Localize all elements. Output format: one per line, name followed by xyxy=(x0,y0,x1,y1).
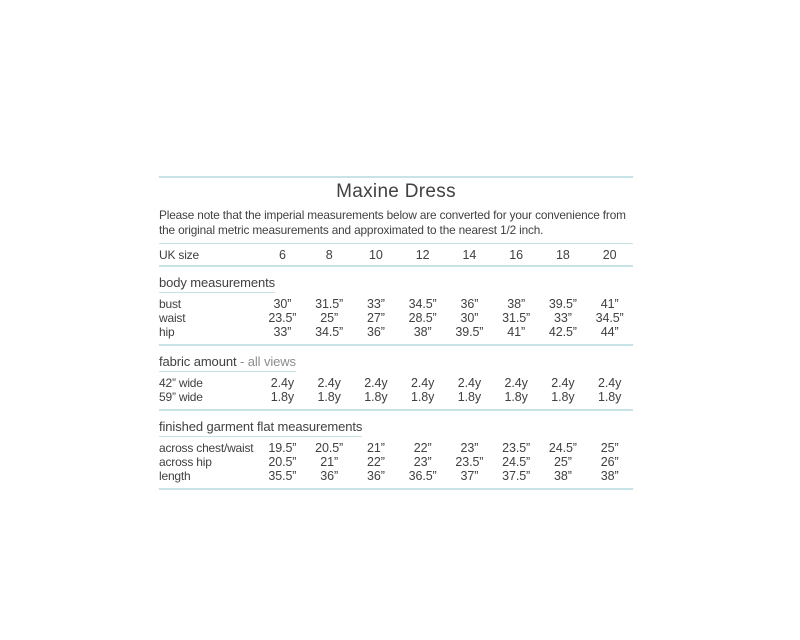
value-cell: 41” xyxy=(507,324,526,339)
value-cell: 39.5” xyxy=(548,296,577,311)
size-column-header: 10 xyxy=(369,247,383,262)
row-label: hip xyxy=(159,324,175,339)
row-label: across chest/waist xyxy=(159,440,254,455)
size-column-header: 16 xyxy=(509,247,523,262)
value-cell: 34.5” xyxy=(408,296,437,311)
value-cell: 2.4y xyxy=(317,375,341,390)
value-cell: 1.8y xyxy=(411,389,435,404)
value-cell: 37.5” xyxy=(502,468,531,483)
row-bust xyxy=(159,297,633,311)
row-length xyxy=(159,469,633,483)
row-across-hip xyxy=(159,455,633,469)
value-cell: 22” xyxy=(413,440,432,455)
value-cell: 1.8y xyxy=(270,389,294,404)
value-cell: 30” xyxy=(460,310,479,325)
value-cell: 1.8y xyxy=(504,389,528,404)
value-cell: 31.5” xyxy=(502,310,531,325)
row-hip xyxy=(159,325,633,339)
row-label: bust xyxy=(159,296,181,311)
value-cell: 21” xyxy=(366,440,385,455)
value-cell: 31.5” xyxy=(315,296,344,311)
fabric-amount-rows xyxy=(159,376,633,404)
size-column-header: 8 xyxy=(325,247,333,262)
row-label: length xyxy=(159,468,191,483)
value-cell: 34.5” xyxy=(595,310,624,325)
section-heading-body-measurements xyxy=(159,274,633,293)
row-label: 59” wide xyxy=(159,389,203,404)
value-cell: 2.4y xyxy=(504,375,528,390)
value-cell: 38” xyxy=(600,468,619,483)
value-cell: 24.5” xyxy=(502,454,531,469)
value-cell: 1.8y xyxy=(317,389,341,404)
rule-below-size-header xyxy=(159,265,633,267)
value-cell: 20.5” xyxy=(315,440,344,455)
value-cell: 36” xyxy=(320,468,339,483)
value-cell: 33” xyxy=(553,310,572,325)
value-cell: 24.5” xyxy=(548,440,577,455)
value-cell: 36” xyxy=(460,296,479,311)
value-cell: 21” xyxy=(320,454,339,469)
body-measurements-rows xyxy=(159,297,633,340)
value-cell: 25” xyxy=(320,310,339,325)
rule-below-body-measurements xyxy=(159,344,633,346)
size-header-label: UK size xyxy=(159,247,199,262)
value-cell: 36.5” xyxy=(408,468,437,483)
value-cell: 2.4y xyxy=(364,375,388,390)
value-cell: 38” xyxy=(413,324,432,339)
row-59-wide xyxy=(159,390,633,404)
section-heading-text: body measurements xyxy=(159,274,276,290)
value-cell: 1.8y xyxy=(457,389,481,404)
value-cell: 30” xyxy=(273,296,292,311)
row-across-chest-waist xyxy=(159,441,633,455)
page-title: Maxine Dress xyxy=(336,180,456,202)
value-cell: 1.8y xyxy=(364,389,388,404)
value-cell: 2.4y xyxy=(551,375,575,390)
value-cell: 42.5” xyxy=(548,324,577,339)
row-label: 42” wide xyxy=(159,375,203,390)
value-cell: 44” xyxy=(600,324,619,339)
size-column-header: 6 xyxy=(278,247,286,262)
value-cell: 2.4y xyxy=(411,375,435,390)
section-heading-text: fabric amount xyxy=(159,353,240,369)
section-heading-text: finished garment flat measurements xyxy=(159,418,363,434)
value-cell: 26” xyxy=(600,454,619,469)
value-cell: 33” xyxy=(366,296,385,311)
size-column-header: 12 xyxy=(415,247,430,262)
size-column-header: 14 xyxy=(462,247,477,262)
row-label: across hip xyxy=(159,454,212,469)
size-column-header: 18 xyxy=(556,247,570,262)
value-cell: 35.5” xyxy=(268,468,297,483)
value-cell: 23.5” xyxy=(268,310,297,325)
conversion-note xyxy=(159,208,633,239)
value-cell: 1.8y xyxy=(598,389,622,404)
value-cell: 36” xyxy=(366,468,385,483)
value-cell: 23” xyxy=(413,454,432,469)
size-chart-content xyxy=(159,176,633,490)
value-cell: 23.5” xyxy=(455,454,484,469)
row-42-wide xyxy=(159,376,633,390)
value-cell: 2.4y xyxy=(457,375,481,390)
finished-garment-rows xyxy=(159,441,633,484)
row-waist xyxy=(159,311,633,325)
bottom-rule xyxy=(159,488,633,490)
value-cell: 2.4y xyxy=(598,375,622,390)
value-cell: 23.5” xyxy=(502,440,531,455)
section-heading-light-text: - all views xyxy=(239,353,296,369)
size-header-row xyxy=(159,244,633,265)
value-cell: 34.5” xyxy=(315,324,344,339)
rule-below-fabric-amount xyxy=(159,409,633,411)
conversion-note-line-2: the original metric measurements and approximated to the nearest 1/2 inch. xyxy=(159,223,544,237)
section-heading-finished-garment xyxy=(159,418,633,437)
value-cell: 22” xyxy=(366,454,385,469)
section-heading-fabric-amount xyxy=(159,353,633,372)
value-cell: 23” xyxy=(460,440,479,455)
value-cell: 25” xyxy=(553,454,572,469)
value-cell: 38” xyxy=(507,296,526,311)
value-cell: 36” xyxy=(366,324,385,339)
conversion-note-line-1: Please note that the imperial measurements below are converted for your convenience from xyxy=(159,207,626,222)
value-cell: 20.5” xyxy=(268,454,297,469)
value-cell: 2.4y xyxy=(270,375,294,390)
value-cell: 25” xyxy=(600,440,619,455)
value-cell: 27” xyxy=(366,310,385,325)
value-cell: 28.5” xyxy=(408,310,437,325)
value-cell: 38” xyxy=(553,468,572,483)
value-cell: 1.8y xyxy=(551,389,575,404)
value-cell: 33” xyxy=(273,324,292,339)
value-cell: 41” xyxy=(600,296,619,311)
row-label: waist xyxy=(159,310,186,325)
value-cell: 39.5” xyxy=(455,324,484,339)
top-rule xyxy=(159,176,633,178)
value-cell: 37” xyxy=(460,468,479,483)
size-column-header: 20 xyxy=(602,247,617,262)
value-cell: 19.5” xyxy=(268,440,297,455)
